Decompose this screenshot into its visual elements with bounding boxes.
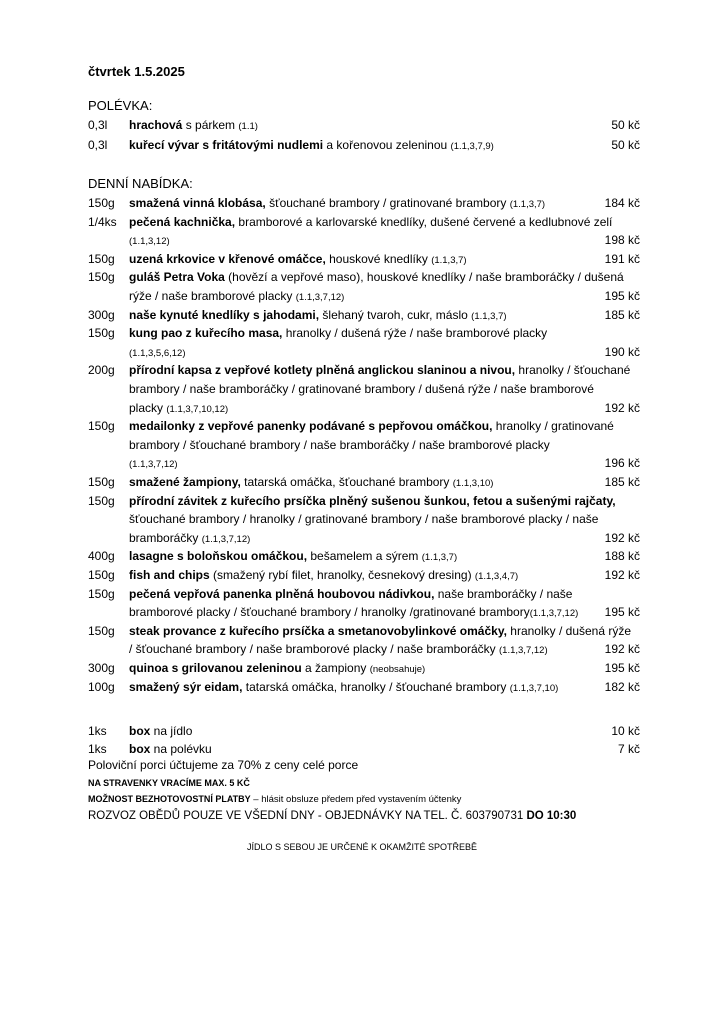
delivery-note [88,810,576,822]
price: 182 kč [604,679,640,694]
portion-size: 150g [88,326,115,341]
daily-heading: DENNÍ NABÍDKA: [88,176,193,191]
portion-size: 100g [88,679,115,694]
daily-item [88,250,640,269]
daily-item [88,622,640,659]
dish-line [129,324,547,342]
portion-size: 150g [88,251,115,266]
portion-size: 150g [88,270,115,285]
dish-description: tatarská omáčka, šťouchané brambory [240,475,453,489]
card-payment-note [88,794,461,805]
price: 192 kč [604,642,640,657]
half-portion-note: Poloviční porci účtujeme za 70% z ceny celé porce [88,758,359,772]
dish-description: / šťouchané brambory / naše bramborové placky / naše bramboráčky [129,642,500,657]
dish-name: medailonky z vepřové panenky podávané s pepřovou omáčkou, [129,419,493,434]
dish-line [129,510,598,528]
daily-item [88,585,640,622]
price: 192 kč [604,400,640,415]
delivery-text: ROZVOZ OBĚDŮ POUZE VE VŠEDNÍ DNY - OBJEDNÁVKY NA TEL. Č. 603790731 [88,810,527,822]
dish-line [129,136,494,154]
portion-size: 1/4ks [88,214,117,229]
dish-name: hrachová [129,118,183,132]
dish-name: smažená vinná klobása, [129,196,266,210]
vouchers-note: NA STRAVENKY VRACÍME MAX. 5 KČ [88,778,250,788]
dish-description: brambory / naše bramboráčky / gratinované brambory / dušená rýže / naše bramborové [129,381,594,396]
dish-line [129,231,170,249]
dish-line [129,603,578,621]
daily-item [88,566,640,585]
portion-size: 200g [88,363,115,378]
dish-name: pečená kachnička, [129,214,236,229]
allergen-codes: (1.1,3,10) [452,478,494,489]
dish-line [129,436,550,454]
portion-size: 150g [88,568,115,582]
box-quantity: 1ks [88,742,107,756]
dish-description: naše bramboráčky / naše [434,586,573,601]
dish-description: bramboráčky [129,530,202,545]
box-item [88,740,640,758]
dish-line [129,287,344,305]
price: 195 kč [604,661,640,675]
price: 191 kč [604,251,640,266]
price: 10 kč [611,724,640,738]
dish-name: quinoa s grilovanou zeleninou [129,661,302,675]
portion-size: 150g [88,419,115,434]
dish-description: bramborové a karlovarské knedlíky, dušené červené a kedlubnové zelí [235,214,613,229]
dish-line [129,306,507,324]
daily-item [88,547,640,566]
dish-name: kung pao z kuřecího masa, [129,326,283,341]
dish-description: šťouchané brambory / hranolky / gratinované brambory / naše bramborové placky / naše [129,512,599,527]
dish-line [129,678,558,696]
dish-description: brambory / šťouchané brambory / naše bramboráčky / naše bramborové placky [129,437,550,452]
dish-name: přírodní závitek z kuřecího prsíčka plněný sušenou šunkou, fetou a sušenými rajčaty, [129,493,616,508]
price: 190 kč [604,344,640,359]
dish-name: uzená krkovice v křenové omáčce, [129,251,326,266]
dish-description: na jídlo [150,724,193,738]
portion-size: 150g [88,623,115,638]
allergen-codes: (1.1,3,7) [421,552,458,564]
daily-item [88,417,640,473]
dish-name: smažený sýr eidam, [129,679,243,694]
dish-line [129,361,630,379]
daily-item [88,492,640,548]
allergen-codes: (1.1,3,7,9) [450,141,494,152]
dish-line [129,250,467,268]
allergen-codes: (1.1,3,7) [431,254,467,266]
price: 198 kč [604,233,640,248]
dish-name: box [129,742,151,756]
dish-description: houskové knedlíky [325,251,432,266]
dish-description: tatarská omáčka, hranolky / šťouchané brambory [242,679,510,694]
price: 188 kč [604,549,640,564]
dish-description: hranolky / gratinované [492,419,614,434]
dish-line [129,116,258,134]
portion-size: 150g [88,586,115,601]
dish-name: přírodní kapsa z vepřové kotlety plněná anglickou slaninou a nivou, [129,363,516,378]
daily-item [88,213,640,250]
price: 50 kč [611,118,640,132]
footer-note: JÍDLO S SEBOU JE URČENÉ K OKAMŽITÉ SPOTŘEBĚ [246,842,478,852]
dish-description: bešamelem a sýrem [307,549,422,564]
dish-name: naše kynuté knedlíky s jahodami, [129,307,320,322]
portion-size: 150g [88,475,115,489]
dish-description: s párkem [182,118,239,132]
allergen-codes: (1.1,3,7,12) [201,533,251,545]
dish-name: lasagne s boloňskou omáčkou, [129,549,308,564]
portion-size: 150g [88,493,115,508]
box-quantity: 1ks [88,724,107,738]
dish-line [129,268,624,286]
allergen-codes: (1.1) [238,121,258,132]
daily-item [88,361,640,417]
price: 7 kč [617,742,640,756]
allergen-codes: (1.1,3,5,6,12) [129,347,186,359]
dish-line [129,213,612,231]
daily-item [88,678,640,697]
dish-line [129,343,186,361]
dish-description: a kořenovou zeleninou [323,138,451,152]
dish-description: na polévku [150,742,212,756]
dish-line [129,566,518,584]
dish-description: hranolky / dušená rýže / naše bramborové placky [282,326,548,341]
dish-description: šťouchané brambory / gratinované brambory [265,196,510,210]
portion-size: 0,3l [88,118,108,132]
portion-size: 300g [88,661,115,675]
dish-description: placky [129,400,167,415]
allergen-codes: (1.1,3,7) [509,199,546,210]
portion-size: 150g [88,196,115,210]
dish-line [129,722,192,740]
allergen-codes: (1.1,3,7,12) [499,645,548,657]
dish-line [129,547,457,565]
daily-item [88,268,640,305]
dish-line [129,659,425,677]
daily-item [88,194,640,213]
portion-size: 0,3l [88,138,108,152]
dish-description: šlehaný tvaroh, cukr, máslo [319,307,472,322]
price: 184 kč [604,196,640,210]
dish-name: pečená vepřová panenka plněná houbovou nádivkou, [129,586,435,601]
box-item [88,722,640,740]
soup-heading: POLÉVKA: [88,98,153,113]
daily-item [88,324,640,361]
allergen-codes: (1.1,3,7,12) [295,291,345,303]
dish-name: guláš Petra Voka [129,270,225,285]
dish-description: (smažený rybí filet, hranolky, česnekový dresing) [209,568,475,582]
dish-line [129,585,572,603]
dish-line [129,417,614,435]
menu-date: čtvrtek 1.5.2025 [88,64,185,79]
price: 50 kč [611,138,640,152]
price: 185 kč [604,475,640,489]
dish-name: fish and chips [129,568,210,582]
soup-item [88,136,640,154]
dish-line [129,492,616,510]
dish-line [129,740,212,758]
allergen-codes: (1.1,3,7,12) [129,459,178,471]
allergen-codes: (1.1,3,7,10) [509,682,559,694]
dish-line [129,380,594,398]
dish-description: hranolky / šťouchané [515,363,631,378]
dish-name: box [129,724,151,738]
dish-line [129,194,545,212]
daily-item [88,473,640,492]
daily-item [88,306,640,325]
allergen-codes: (1.1,3,7,10,12) [166,403,229,415]
dish-name: steak provance z kuřecího prsíčka a smetanovobylinkové omáčky, [129,623,507,638]
portion-size: 300g [88,307,115,322]
price: 192 kč [604,530,640,545]
price: 195 kč [604,605,640,620]
card-payment-rest: – hlásit obsluze předem před vystavením účtenky [250,794,462,805]
dish-line [129,399,228,417]
dish-line [129,622,631,640]
dish-description: hranolky / dušená rýže [506,623,632,638]
price: 195 kč [604,288,640,303]
portion-size: 400g [88,549,115,564]
dish-description: rýže / naše bramborové placky [129,288,296,303]
dish-line [129,473,493,491]
dish-name: kuřecí vývar s fritátovými nudlemi [129,138,324,152]
price: 192 kč [604,568,640,582]
dish-name: smažené žampiony, [129,475,241,489]
allergen-codes: (1.1,3,12) [129,236,170,248]
card-payment-bold: MOŽNOST BEZHOTOVOSTNÍ PLATBY [88,794,251,804]
price: 185 kč [604,307,640,322]
soup-item [88,116,640,134]
dish-description: bramborové placky / šťouchané brambory / hranolky /gratinované brambory [129,605,530,620]
dish-line [129,454,178,472]
daily-item [88,659,640,678]
dish-line [129,529,250,547]
dish-line [129,640,548,658]
delivery-deadline: DO 10:30 [526,810,577,822]
price: 196 kč [604,456,640,471]
allergen-codes: (1.1,3,7) [471,310,507,322]
allergen-codes: (1.1,3,4,7) [474,571,519,582]
allergen-codes: (1.1,3,7,12) [529,608,579,620]
allergen-codes: (neobsahuje) [369,664,426,675]
dish-description: a žampiony [301,661,370,675]
dish-description: (hovězí a vepřové maso), houskové knedlíky / naše bramboráčky / dušená [224,270,624,285]
